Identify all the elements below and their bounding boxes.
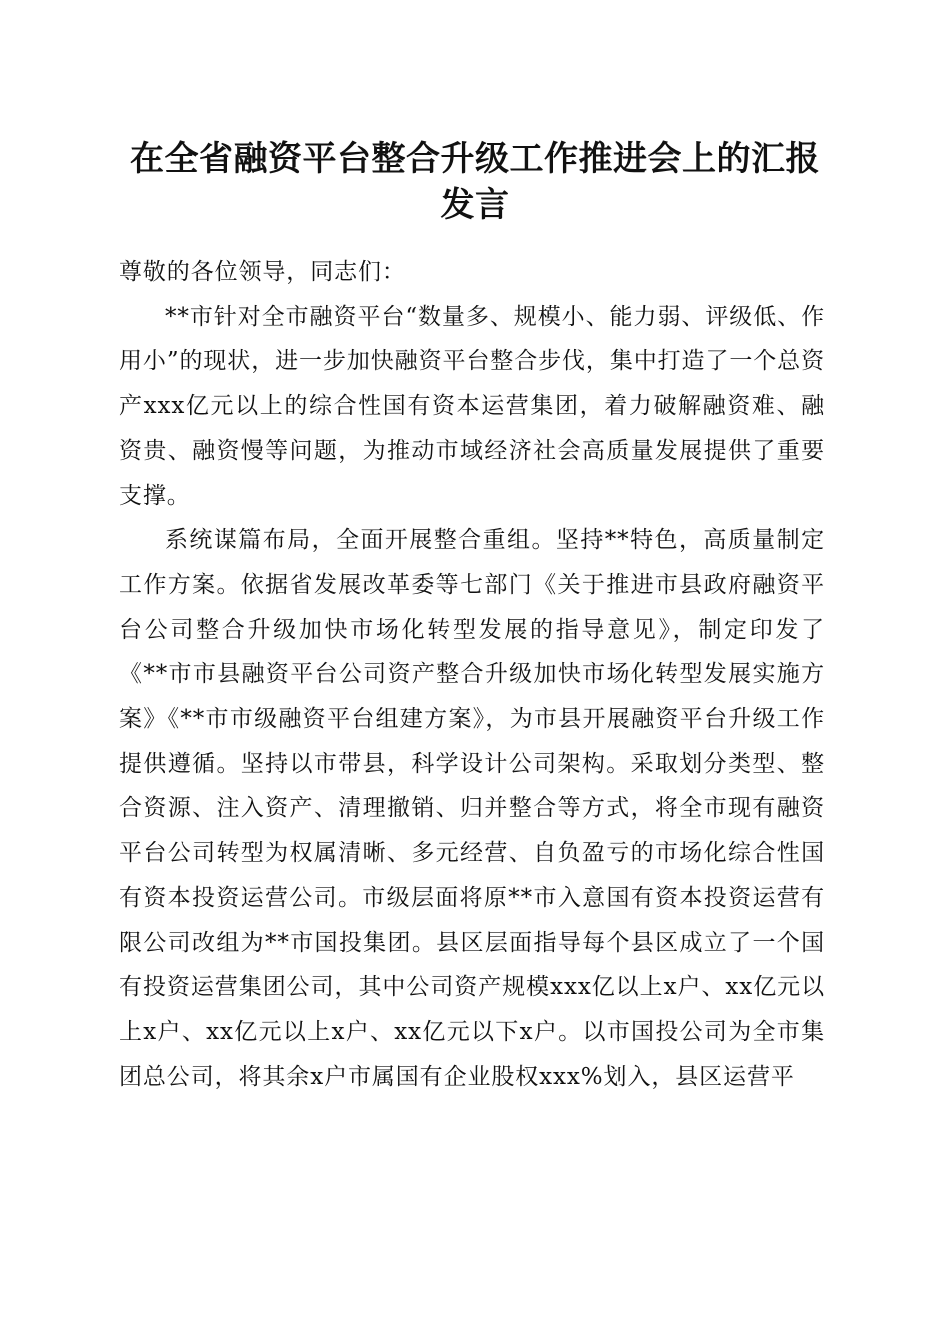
paragraph-intro: **市针对全市融资平台“数量多、规模小、能力弱、评级低、作用小”的现状，进一步加快融资平台整合步伐，集中打造了一个总资产xxx亿元以上的综合性国有资本运营集团，着力破解融资难、融资贵、融资慢等问题，为推动市域经济社会高质量发展提供了重要支撑。 [119, 303, 825, 509]
salutation: 尊敬的各位领导，同志们： [119, 259, 406, 285]
document-body [119, 250, 825, 1099]
paragraph-restructuring: 系统谋篇布局，全面开展整合重组。坚持**特色，高质量制定工作方案。依据省发展改革委等七部门《关于推进市县政府融资平台公司整合升级加快市场化转型发展的指导意见》，制定印发了《**市市县融资平台公司资产整合升级加快市场化转型发展实施方案》《**市市级融资平台组建方案》，为市县开展融资平台升级工作提供遵循。坚持以市带县，科学设计公司架构。采取划分类型、整合资源、注入资产、清理撤销、归并整合等方式，将全市现有融资平台公司转型为权属清晰、多元经营、自负盈亏的市场化综合性国有资本投资运营公司。市级层面将原**市入意国有资本投资运营有限公司改组为**市国投集团。县区层面指导每个县区成立了一个国有投资运营集团公司，其中公司资产规模xxx亿以上x户、xx亿元以上x户、xx亿元以上x户、xx亿元以下x户。以市国投公司为全市集团总公司，将其余x户市属国有企业股权xxx%划入，县区运营平 [119, 527, 825, 1090]
document-title: 在全省融资平台整合升级工作推进会上的汇报发言 [130, 139, 820, 225]
